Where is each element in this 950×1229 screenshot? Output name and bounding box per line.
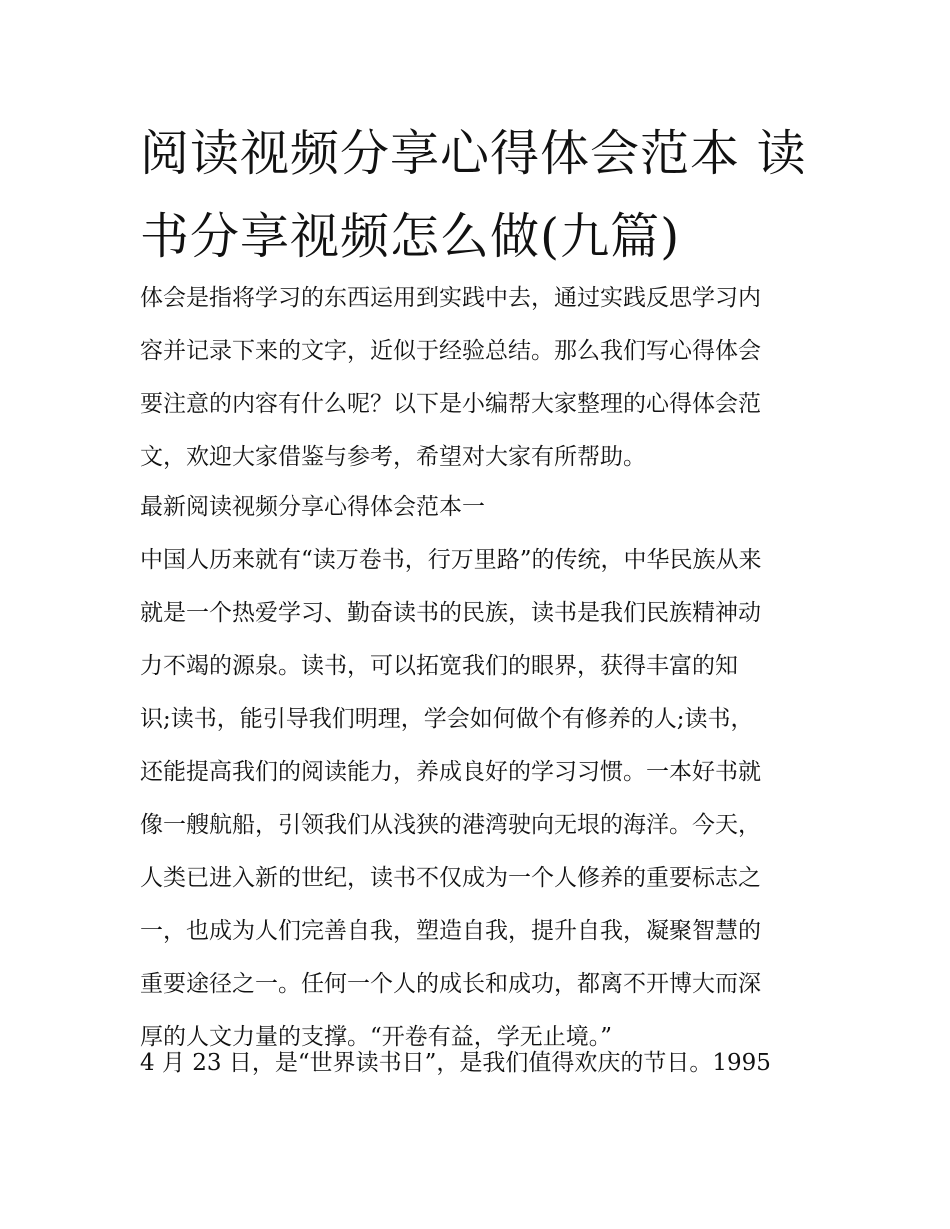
text-line: 还能提高我们的阅读能力，养成良好的学习习惯。一本好书就 <box>140 759 761 785</box>
text-line: 就是一个热爱学习、勤奋读书的民族，读书是我们民族精神动 <box>140 600 761 626</box>
title-line: 阅读视频分享心得体会范本 读 <box>140 125 807 182</box>
text-line: 厚的人文力量的支撑。“开卷有益，学无止境。” <box>140 1024 613 1050</box>
text-line: 体会是指将学习的东西运用到实践中去，通过实践反思学习内 <box>140 285 761 311</box>
section-heading <box>140 481 820 534</box>
text-line: 文，欢迎大家借鉴与参考，希望对大家有所帮助。 <box>140 444 646 470</box>
section-heading-text: 最新阅读视频分享心得体会范本一 <box>140 494 485 520</box>
intro-paragraph <box>140 272 820 484</box>
text-line: 一，也成为人们完善自我，塑造自我，提升自我，凝聚智慧的 <box>140 918 761 944</box>
text-line: 人类已进入新的世纪，读书不仅成为一个人修养的重要标志之 <box>140 865 761 891</box>
text-line: 识;读书，能引导我们明理，学会如何做个有修养的人;读书， <box>140 706 754 732</box>
text-line: 中国人历来就有“读万卷书，行万里路”的传统，中华民族从来 <box>140 547 762 573</box>
text-line: 容并记录下来的文字，近似于经验总结。那么我们写心得体会 <box>140 338 761 364</box>
body-paragraph <box>140 534 820 1064</box>
body-paragraph <box>140 1037 820 1090</box>
document-title <box>140 112 820 278</box>
text-line: 力不竭的源泉。读书，可以拓宽我们的眼界，获得丰富的知 <box>140 653 738 679</box>
text-line: 像一艘航船，引领我们从浅狭的港湾驶向无垠的海洋。今天， <box>140 812 761 838</box>
text-line: 重要途径之一。任何一个人的成长和成功，都离不开博大而深 <box>140 971 761 997</box>
text-line: 要注意的内容有什么呢？以下是小编帮大家整理的心得体会范 <box>140 391 761 417</box>
text-line: 4 月 23 日，是“世界读书日”，是我们值得欢庆的节日。1995 <box>140 1050 771 1076</box>
title-line: 书分享视频怎么做(九篇) <box>140 208 681 265</box>
